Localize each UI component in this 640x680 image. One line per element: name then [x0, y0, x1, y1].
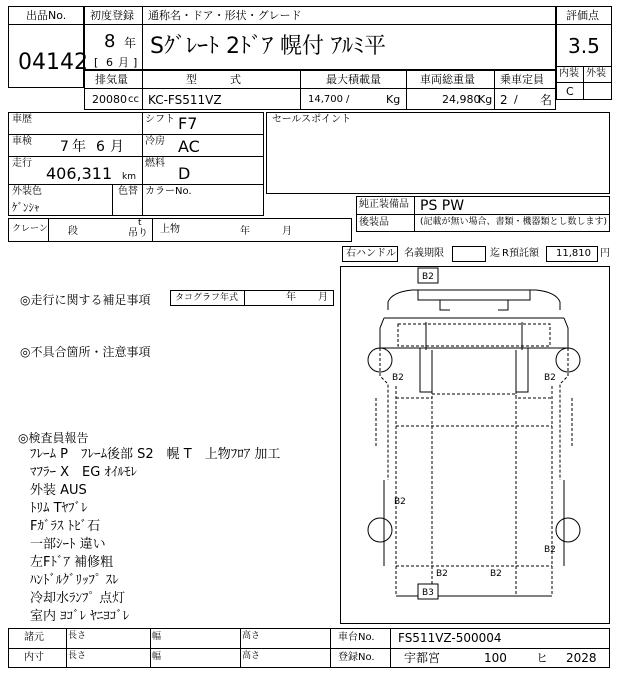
dims-label: 諸元 [24, 632, 44, 643]
divider [8, 648, 610, 649]
ext-color-label: 外装色 [12, 186, 42, 197]
first-reg-year: 8 [104, 31, 116, 52]
inspector-line: 冷却水ﾗﾝﾌﾟ 点灯 [30, 591, 126, 606]
interior-dims-label: 内寸 [24, 652, 44, 663]
period-unit: 迄 [490, 248, 500, 259]
inspector-line: 室内 ﾖｺﾞﾚ ﾔﾆﾖｺﾞﾚ [30, 609, 130, 624]
inspector-line: 外装 AUS [30, 483, 87, 498]
aircon-value: AC [178, 137, 200, 156]
divider [142, 6, 143, 70]
month-open: [ [94, 56, 99, 69]
equipment-label: 純正装備品 [359, 199, 409, 210]
first-reg-label: 初度登録 [90, 9, 134, 22]
ext-color-value: ｹﾞﾝｼｬ [12, 201, 40, 214]
divider [556, 82, 612, 83]
divider [142, 112, 143, 216]
inspector-line: ﾏﾌﾗｰ X EG ｵｲﾙﾓﾚ [30, 465, 137, 480]
divider [356, 214, 610, 215]
capacity-unit: Kg [386, 93, 401, 106]
divider [406, 70, 407, 110]
plate-label: 登録No. [338, 652, 375, 663]
capacity-value: 14,700 [308, 94, 343, 105]
passengers-sep: / [514, 93, 518, 106]
inspector-line: ﾊﾝﾄﾞﾙｸﾞﾘｯﾌﾟ ｽﾚ [30, 573, 119, 588]
crane-label: クレーン [12, 224, 48, 234]
inspector-line: 一部ｼｰﾄ 違い [30, 537, 106, 552]
recycle-label: R預託額 [502, 248, 539, 259]
inspection-label: 車検 [12, 136, 32, 147]
shift-label: シフト [145, 114, 175, 125]
height-label: 高さ [242, 631, 261, 641]
score-value: 3.5 [568, 34, 600, 58]
car-name: Sｸﾞﾚｰﾄ 2ﾄﾞｱ 幌付 ｱﾙﾐ平 [150, 34, 386, 59]
inspection-month: 6 [96, 139, 105, 155]
damage-mark: B2 [544, 545, 556, 555]
aftermarket-note: (記載が無い場合、書類・機器類とし数します) [420, 217, 608, 227]
gross-weight-label: 車両総重量 [420, 73, 475, 86]
divider [556, 66, 612, 67]
bed-year-unit: 年 [240, 226, 250, 237]
crane-tons-label: t [138, 218, 142, 228]
fuel-value: D [178, 164, 191, 183]
displacement-unit: cc [128, 94, 139, 105]
mileage-unit: km [122, 172, 136, 182]
inspector-label: ◎検査員報告 [18, 431, 89, 445]
inspector-line: Fｶﾞﾗｽ ﾄﾋﾞ石 [30, 519, 101, 534]
damage-mark: B2 [394, 497, 406, 507]
plate-region: 宇都宮 [404, 651, 441, 665]
sales-point-label: セールスポイント [272, 114, 352, 125]
inspection-year: 7 [60, 139, 69, 155]
divider [330, 628, 331, 668]
recycle-unit: 円 [600, 248, 610, 259]
damage-mark: B3 [422, 588, 434, 598]
exterior-label: 外装 [586, 68, 606, 79]
recycle-value: 11,810 [556, 248, 591, 259]
lot-label: 出品No. [26, 9, 67, 22]
damage-mark: B2 [544, 373, 556, 383]
bed-month-unit: 月 [282, 226, 292, 237]
damage-mark: B2 [392, 373, 404, 383]
damage-mark: B2 [422, 272, 434, 282]
divider [84, 24, 556, 25]
inspector-line: 左Fﾄﾞｱ 補修粗 [30, 555, 114, 570]
divider [8, 134, 264, 135]
color-no-label: 色替 [118, 186, 138, 197]
width-label: 幅 [152, 652, 162, 662]
divider [300, 70, 301, 110]
shift-value: F7 [178, 114, 198, 133]
damage-mark: B2 [490, 569, 502, 579]
gross-weight-value: 24,980 [442, 93, 481, 106]
capacity-label: 最大積載量 [326, 73, 381, 86]
fuel-label: 燃料 [145, 158, 165, 169]
divider [84, 88, 556, 89]
steering-label: 右ハンドル [346, 248, 396, 259]
interior-label: 内装 [559, 68, 579, 79]
mileage-value: 406,311 [46, 164, 113, 183]
year-unit: 年 [124, 36, 137, 50]
divider [240, 628, 241, 668]
title-box [452, 246, 486, 262]
divider [152, 218, 153, 242]
inspection-year-unit: 年 [72, 139, 86, 155]
crane-hang-label: 吊り [128, 228, 148, 239]
gross-weight-unit: Kg [478, 93, 493, 106]
inspector-line: ﾌﾚｰﾑ P ﾌﾚｰﾑ後部 S2 幌 T 上物ﾌﾛｱ 加工 [30, 447, 281, 462]
aircon-label: 冷房 [145, 136, 165, 147]
divider [414, 196, 415, 232]
month-close: ] [133, 56, 138, 69]
capacity-sep: / [346, 94, 350, 105]
crane-steps-unit: 段 [68, 226, 78, 237]
plate-number: 2028 [566, 651, 597, 665]
model-label: 型 式 [186, 73, 241, 86]
inspector-line: ﾄﾘﾑ Tﾔﾌﾞﾚ [30, 501, 88, 516]
divider [66, 628, 67, 668]
model-value: KC-FS511VZ [148, 93, 222, 107]
lot-number: 04142 [18, 50, 88, 75]
divider [112, 184, 113, 216]
displacement-label: 排気量 [95, 73, 128, 86]
aftermarket-label: 後装品 [359, 217, 389, 228]
equipment-value: PS PW [420, 198, 465, 214]
first-reg-month: 6 [106, 56, 113, 69]
plate-class: 100 [484, 651, 507, 665]
divider [494, 70, 495, 110]
divider [8, 24, 84, 25]
height-label: 高さ [242, 651, 261, 661]
divider [390, 628, 391, 668]
tachograph-year-unit: 年 [286, 292, 296, 303]
crane-box [8, 218, 352, 242]
truck-diagram [340, 266, 610, 624]
length-label: 長さ [68, 631, 87, 641]
name-label: 通称名・ドア・形状・グレード [148, 9, 302, 22]
displacement-value: 20080 [92, 93, 127, 106]
width-label: 幅 [152, 632, 162, 642]
divider [583, 66, 584, 100]
divider [556, 24, 612, 25]
divider [142, 70, 143, 110]
inspection-month-unit: 月 [110, 139, 124, 155]
damage-mark: B2 [436, 569, 448, 579]
chassis-value: FS511VZ-500004 [398, 631, 502, 645]
divider [244, 290, 245, 306]
bed-label: 上物 [160, 224, 180, 235]
tachograph-label: タコグラフ年式 [175, 293, 239, 303]
divider [48, 218, 49, 242]
mileage-label: 走行 [12, 158, 32, 169]
color-code-label: カラーNo. [145, 186, 192, 197]
score-label: 評価点 [566, 9, 599, 22]
title-label: 名義期限 [404, 248, 444, 259]
driving-notes-label: ◎走行に関する補足事項 [20, 293, 151, 307]
length-label: 長さ [68, 651, 87, 661]
history-label: 車歴 [12, 114, 32, 125]
plate-kana: ヒ [536, 651, 549, 665]
passengers-label: 乗車定員 [500, 73, 544, 86]
divider [8, 156, 264, 157]
interior-value: C [566, 85, 574, 98]
passengers-value: 2 [500, 93, 508, 107]
chassis-label: 車台No. [338, 632, 375, 643]
divider [8, 184, 264, 185]
month-unit: 月 [118, 56, 129, 69]
tachograph-month-unit: 月 [318, 292, 328, 303]
defects-label: ◎不具合箇所・注意事項 [20, 345, 151, 359]
divider [150, 628, 151, 668]
passengers-unit: 名 [540, 93, 553, 107]
